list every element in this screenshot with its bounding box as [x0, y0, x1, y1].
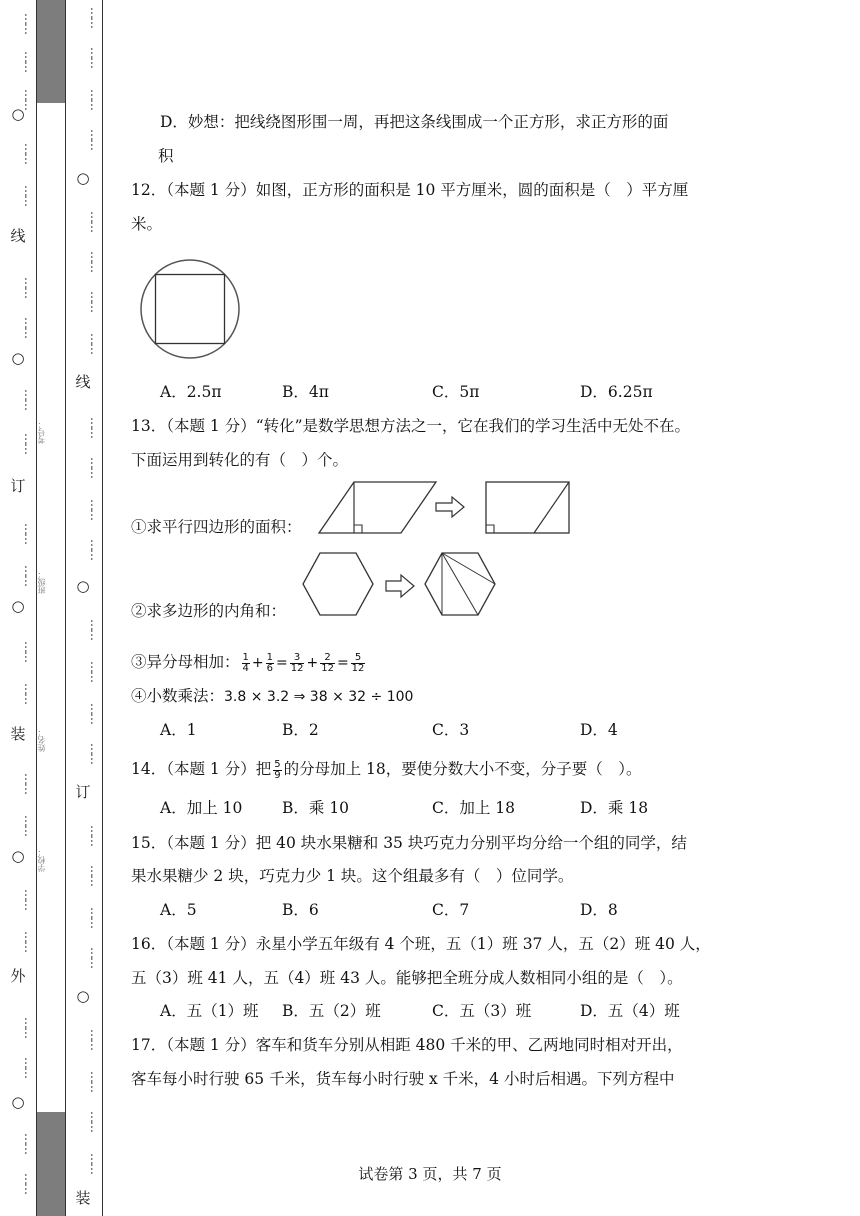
- inner-dots-2: ……: [88, 89, 102, 109]
- inner-dots-0: ……: [88, 7, 102, 27]
- inner-dots-5: ……: [88, 211, 102, 231]
- inner-dots-8: ……: [88, 333, 102, 353]
- inner-dots-3: ……: [88, 129, 102, 149]
- q14-option-b: B．乘 10: [282, 799, 350, 817]
- q14-option-d: D．乘 18: [580, 799, 649, 817]
- outer-dots-7: ……: [22, 277, 36, 297]
- q17-stem-line1: 17．（本题 1 分）客车和货车分别从相距 480 千米的甲、乙两地同时相对开出，: [131, 1036, 683, 1054]
- outer-dots-20: ……: [22, 815, 36, 835]
- inner-char-19: 订: [75, 783, 91, 801]
- q15-option-c: C．7: [432, 901, 470, 919]
- q14-option-c: C．加上 18: [432, 799, 516, 817]
- inner-dots-22: ……: [88, 907, 102, 927]
- q13-option-b: B．2: [282, 721, 319, 739]
- q13-stem-line1: 13．（本题 1 分）“转化”是数学思想方法之一，它在我们的学习生活中无处不在。: [131, 417, 691, 435]
- inner-dots-1: ……: [88, 47, 102, 67]
- q13-stem-line2: 下面运用到转化的有（ ）个。: [131, 451, 349, 469]
- inner-dots-10: ……: [88, 417, 102, 437]
- inner-dots-16: ……: [88, 661, 102, 681]
- outer-char-24: 外: [10, 967, 26, 985]
- q11-option-d-line2: 积: [158, 147, 174, 165]
- q12-stem-line1: 12．（本题 1 分）如图，正方形的面积是 10 平方厘米，圆的面积是（ ）平方厘: [131, 181, 689, 199]
- outer-dots-22: ……: [22, 889, 36, 909]
- outer-dots-14: ……: [22, 565, 36, 585]
- inner-char-29: 装: [75, 1189, 91, 1207]
- outer-dots-2: ……: [22, 89, 36, 109]
- q12-option-a: A．2.5π: [160, 383, 222, 401]
- q13-item4-label: ④小数乘法：: [131, 687, 225, 705]
- outer-dots-0: ……: [22, 13, 36, 33]
- outer-char-12: 订: [10, 477, 26, 495]
- outer-binding-strip: [0, 0, 36, 1216]
- inner-dots-18: ……: [88, 743, 102, 763]
- outer-dots-29: ……: [22, 1173, 36, 1193]
- q16-stem-line1: 16．（本题 1 分）永星小学五年级有 4 个班，五（1）班 37 人，五（2）班 40 人，: [131, 935, 711, 953]
- outer-char-6: 线: [10, 227, 26, 245]
- fraction-5-12: $\frac{5}{12}$: [351, 651, 365, 674]
- fraction-1-6: $\frac{1}{6}$: [266, 651, 273, 674]
- fraction-5-9: $\frac{5}{9}$: [274, 758, 281, 781]
- q16-option-a: A．五（1）班: [160, 1002, 259, 1020]
- outer-ring-icon-27: ○: [11, 1093, 25, 1111]
- inner-ring-icon-4: ○: [76, 169, 90, 187]
- inner-dots-23: ……: [88, 947, 102, 967]
- inner-dots-6: ……: [88, 251, 102, 271]
- q13-option-a: A．1: [160, 721, 197, 739]
- gray-block-top: [37, 0, 65, 103]
- outer-dots-1: ……: [22, 51, 36, 71]
- outer-dots-8: ……: [22, 317, 36, 337]
- outer-dots-23: ……: [22, 931, 36, 951]
- inner-ring-icon-24: ○: [76, 987, 90, 1005]
- q17-stem-line2: 客车每小时行驶 65 千米，货车每小时行驶 x 千米，4 小时后相遇。下列方程中: [131, 1070, 675, 1088]
- q12-stem-line2: 米。: [131, 215, 163, 233]
- inner-dots-11: ……: [88, 457, 102, 477]
- school-label: 学校：: [37, 848, 46, 872]
- q13-option-d: D．4: [580, 721, 618, 739]
- outer-dots-5: ……: [22, 185, 36, 205]
- inner-dots-27: ……: [88, 1111, 102, 1131]
- inner-dots-28: ……: [88, 1153, 102, 1173]
- parallelogram-conversion-figure: [318, 481, 573, 535]
- binding-gray-band: [36, 0, 66, 1216]
- hexagon-conversion-figure: [303, 552, 498, 617]
- inner-dots-21: ……: [88, 865, 102, 885]
- page-footer: 试卷第 3 页，共 7 页: [358, 1165, 502, 1183]
- inner-ring-icon-14: ○: [76, 577, 90, 595]
- q12-option-c: C．5π: [432, 383, 480, 401]
- q16-stem-line2: 五（3）班 41 人，五（4）班 43 人。能够把全班分成人数相同小组的是（ ）。: [131, 969, 683, 987]
- circle-square-figure: [139, 258, 241, 360]
- class-label: 班级：: [37, 570, 46, 594]
- q13-option-c: C．3: [432, 721, 470, 739]
- q12-option-d: D．6.25π: [580, 383, 653, 401]
- inner-dots-7: ……: [88, 291, 102, 311]
- inner-dots-15: ……: [88, 619, 102, 639]
- outer-dots-17: ……: [22, 683, 36, 703]
- outer-dots-13: ……: [22, 523, 36, 543]
- fraction-3-12: $\frac{3}{12}$: [290, 651, 304, 674]
- outer-dots-10: ……: [22, 389, 36, 409]
- q16-option-c: C．五（3）班: [432, 1002, 532, 1020]
- q16-option-b: B．五（2）班: [282, 1002, 381, 1020]
- q11-option-d-line1: D．妙想：把线绕图形围一周，再把这条线围成一个正方形，求正方形的面: [160, 113, 669, 131]
- outer-dots-26: ……: [22, 1057, 36, 1077]
- inner-dots-17: ……: [88, 703, 102, 723]
- q13-item3-label: ③异分母相加：: [131, 653, 240, 671]
- outer-char-18: 装: [10, 725, 26, 743]
- exam-number-label: 考号：: [37, 420, 46, 444]
- inner-dots-20: ……: [88, 825, 102, 845]
- q13-item4: [131, 686, 413, 707]
- q15-option-a: A．5: [160, 901, 197, 919]
- q15-stem-line1: 15．（本题 1 分）把 40 块水果糖和 35 块巧克力分别平均分给一个组的同学，结: [131, 834, 687, 852]
- outer-ring-icon-3: ○: [11, 105, 25, 123]
- outer-ring-icon-9: ○: [11, 349, 25, 367]
- q15-stem-line2: 果水果糖少 2 块，巧克力少 1 块。这个组最多有（ ）位同学。: [131, 867, 574, 885]
- outer-dots-11: ……: [22, 433, 36, 453]
- outer-dots-19: ……: [22, 773, 36, 793]
- fraction-1-4: $\frac{1}{4}$: [242, 651, 249, 674]
- name-label: 姓名：: [37, 728, 46, 752]
- q13-item1-label: ①求平行四边形的面积：: [131, 518, 302, 536]
- q14-stem: 14．（本题 1 分）把 $\frac{5}{9}$ 的分母加上 18，要使分数大小不变，分子要（ ）。: [131, 758, 642, 781]
- q15-option-b: B．6: [282, 901, 319, 919]
- fraction-2-12: $\frac{2}{12}$: [321, 651, 334, 674]
- q13-item4-math: 3.8 × 3.2 ⇒ 38 × 32 ÷ 100: [224, 689, 414, 705]
- inner-dots-12: ……: [88, 499, 102, 519]
- q13-item3: ③异分母相加： $\frac{1}{4}$ + $\frac{1}{6}$ = $\frac{3}{12}$ + $\frac{2}{12}$ = $\frac{5}{12}$: [131, 651, 365, 674]
- outer-ring-icon-21: ○: [11, 847, 25, 865]
- outer-ring-icon-15: ○: [11, 597, 25, 615]
- inner-dots-26: ……: [88, 1071, 102, 1091]
- outer-dots-4: ……: [22, 143, 36, 163]
- inner-binding-strip: [64, 0, 103, 1216]
- q15-option-d: D．8: [580, 901, 618, 919]
- outer-dots-16: ……: [22, 641, 36, 661]
- outer-dots-25: ……: [22, 1017, 36, 1037]
- inner-char-9: 线: [75, 373, 91, 391]
- inner-dots-25: ……: [88, 1029, 102, 1049]
- q12-option-b: B．4π: [282, 383, 329, 401]
- inner-dots-13: ……: [88, 539, 102, 559]
- q14-option-a: A．加上 10: [160, 799, 243, 817]
- outer-dots-28: ……: [22, 1133, 36, 1153]
- q13-item2-label: ②求多边形的内角和：: [131, 602, 287, 620]
- q16-option-d: D．五（4）班: [580, 1002, 680, 1020]
